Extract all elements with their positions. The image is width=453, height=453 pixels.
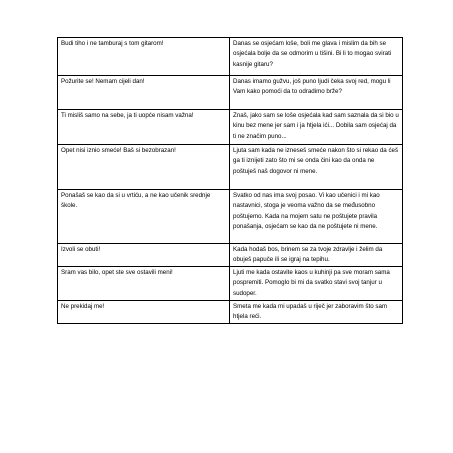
table-cell-left: Opet nisi iznio smeće! Baš si bezobrazan!	[58, 145, 230, 190]
table-cell-left: Izvoli se obuti!	[58, 244, 230, 267]
table-row	[58, 110, 403, 145]
table-cell-left: Budi tiho i ne tamburaj s tom gitarom!	[58, 38, 230, 76]
table-cell-right: Znaš, jako sam se loše osjećala kad sam saznala da si bio u kinu bez mene jer sam i ja htjela ići... Dobila sam osjećaj da ti ne značim puno...	[230, 110, 403, 145]
phrase-comparison-table	[57, 37, 403, 324]
table-cell-right: Smeta me kada mi upadaš u riječ jer zaboravim što sam htjela reći.	[230, 301, 403, 324]
table-cell-left: Požurite se! Nemam cijeli dan!	[58, 76, 230, 110]
table-row	[58, 145, 403, 190]
table-cell-left: Sram vas bilo, opet ste sve ostavili meni!	[58, 267, 230, 301]
table-cell-right: Danas se osjećam loše, boli me glava i mislim da bih se osjećala bolje da se odmorim u tišini. Bi li to mogao svirati kasnije gitaru?	[230, 38, 403, 76]
table-row	[58, 267, 403, 301]
table-row	[58, 190, 403, 244]
table-cell-right: Danas imamo gužvu, još puno ljudi čeka svoj red, mogu li Vam kako pomoći da to odradimo brže?	[230, 76, 403, 110]
table-cell-right: Ljuti me kada ostavite kaos u kuhinji pa sve moram sama pospremiti. Pomoglo bi mi da svatko stavi svoj tanjur u sudoper.	[230, 267, 403, 301]
table-cell-left: Ponašaš se kao da si u vrtiću, a ne kao učenik srednje škole.	[58, 190, 230, 244]
table-cell-left: Ne prekidaj me!	[58, 301, 230, 324]
table-cell-left: Ti misliš samo na sebe, ja ti uopće nisam važna!	[58, 110, 230, 145]
table-row	[58, 244, 403, 267]
table-cell-right: Svatko od nas ima svoj posao. Vi kao učenici i mi kao nastavnici, stoga je veoma važno da se međusobno poštujemo. Kada na mojem satu ne poštujete pravila ponašanja, osjećam se kao da ne poštujete ni mene.	[230, 190, 403, 244]
table-row	[58, 38, 403, 76]
table-cell-right: Kada hodaš bos, brinem se za tvoje zdravlje i želim da obuješ papuče ili se igraj na tepihu.	[230, 244, 403, 267]
table-row	[58, 301, 403, 324]
table-cell-right: Ljuta sam kada ne izneseš smeće nakon što si rekao da ćeš ga ti iznijeti zato što mi se onda čini kao da onda ne poštuješ naš dogovor ni mene.	[230, 145, 403, 190]
table-row	[58, 76, 403, 110]
